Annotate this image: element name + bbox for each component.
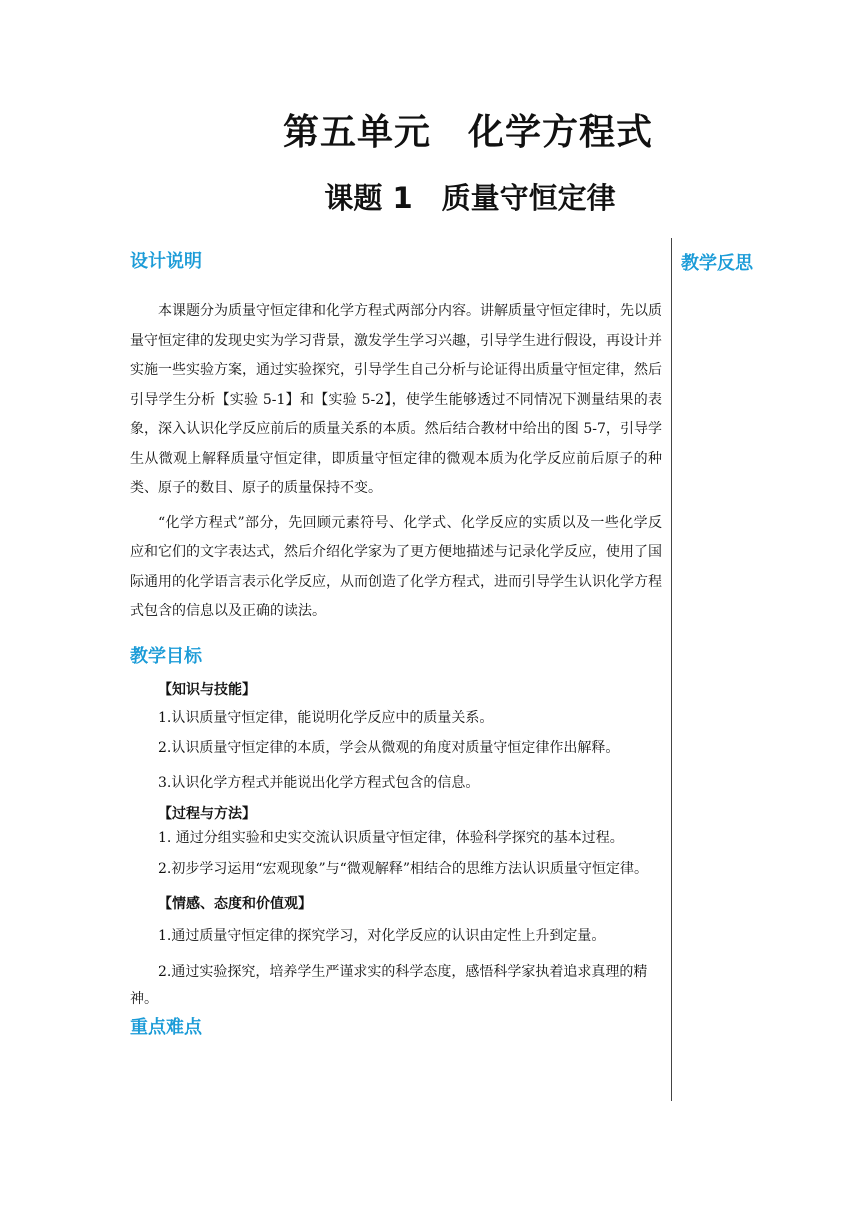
design-notes-heading: 设计说明 — [130, 251, 202, 272]
knowledge-skills-label: 【知识与技能】 — [158, 681, 256, 698]
main-column — [130, 249, 662, 1041]
design-paragraph-1: 本课题分为质量守恒定律和化学方程式两部分内容。讲解质量守恒定律时，先以质量守恒定律的发现史实为学习背景，激发学生学习兴趣，引导学生进行假设，再设计并实施一些实验方案，通过实验探究，引导学生自己分析与论证得出质量守恒定律，然后引导学生分析【实验 5-1】和【实验 5-2】，使学生能够透过不同情况下测量结果的表象，深入认识化学反应前后的质量关系的本质。然后结合教材中给出的图 5-7，引导学生从微观上解释质量守恒定律，即质量守恒定律的微观本质为化学反应前后原子的种类、原子的数目、原子的质量保持不变。 — [130, 303, 662, 496]
process-item: 2.初步学习运用“宏观现象”与“微观解释”相结合的思维方法认识质量守恒定律。 — [158, 860, 648, 877]
emotion-item: 1.通过质量守恒定律的探究学习，对化学反应的认识由定性上升到定量。 — [158, 927, 606, 944]
emotion-item: 2.通过实验探究，培养学生严谨求实的科学态度，感悟科学家执着追求真理的精神。 — [130, 963, 648, 1007]
knowledge-item: 1.认识质量守恒定律，能说明化学反应中的质量关系。 — [158, 709, 494, 726]
column-divider — [671, 238, 672, 1101]
lesson-title: 课题 1 质量守恒定律 — [324, 181, 616, 215]
unit-title: 第五单元 化学方程式 — [282, 112, 653, 153]
knowledge-item: 2.认识质量守恒定律的本质，学会从微观的角度对质量守恒定律作出解释。 — [158, 739, 620, 756]
teaching-reflection-heading: 教学反思 — [681, 253, 753, 274]
design-paragraph-2: “化学方程式”部分，先回顾元素符号、化学式、化学反应的实质以及一些化学反应和它们的文字表达式，然后介绍化学家为了更方便地描述与记录化学反应，使用了国际通用的化学语言表示化学反应，从而创造了化学方程式，进而引导学生认识化学方程式包含的信息以及正确的读法。 — [130, 514, 662, 619]
teaching-goals-heading: 教学目标 — [130, 645, 202, 667]
knowledge-item: 3.认识化学方程式并能说出化学方程式包含的信息。 — [158, 774, 480, 791]
process-methods-label: 【过程与方法】 — [158, 805, 256, 822]
emotion-values-label: 【情感、态度和价值观】 — [158, 895, 312, 912]
key-difficult-points-heading: 重点难点 — [130, 1016, 202, 1038]
process-item: 1. 通过分组实验和史实交流认识质量守恒定律，体验科学探究的基本过程。 — [158, 829, 624, 846]
